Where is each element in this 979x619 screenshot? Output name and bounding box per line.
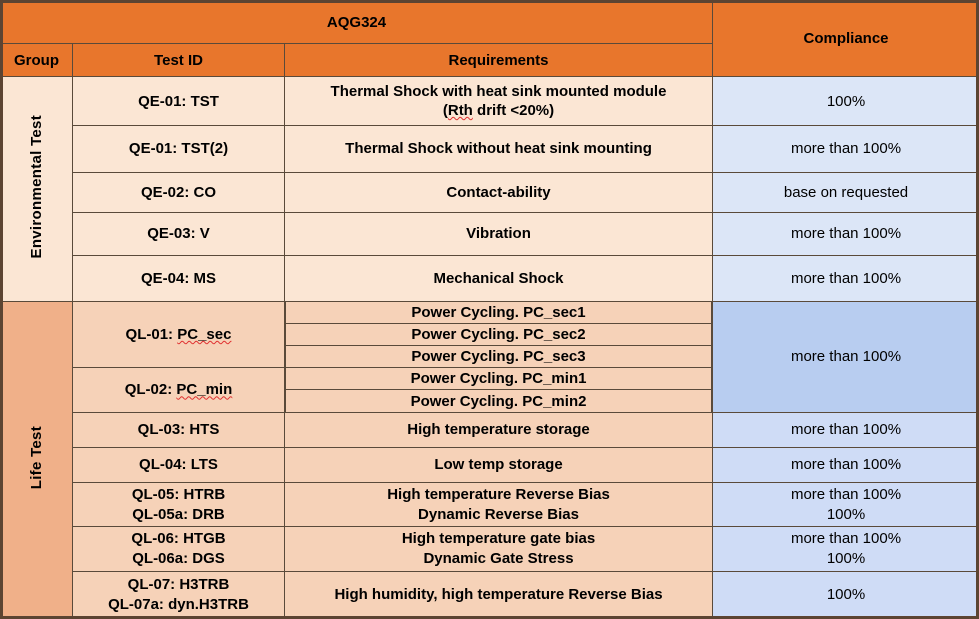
requirement-pc-sec2: Power Cycling. PC_sec2: [286, 324, 712, 346]
requirement-pc-min1: Power Cycling. PC_min1: [286, 368, 712, 390]
test-id-qe02-co: QE-02: CO: [73, 173, 285, 213]
requirement-qe02-co: Contact-ability: [285, 173, 713, 213]
test-id-spellcheck: PC_sec: [177, 326, 232, 344]
compliance-ql04-lts: more than 100%: [713, 447, 979, 482]
list-item: [286, 390, 712, 412]
group-cell-life: [1, 301, 73, 618]
test-id-spellcheck: PC_min: [176, 381, 233, 399]
test-id-line-2: QL-06a: DGS: [132, 549, 225, 567]
requirement-pc-min2: Power Cycling. PC_min2: [286, 390, 712, 412]
header-group: Group: [1, 44, 73, 77]
requirement-line2-pre: (: [442, 102, 448, 120]
compliance-qe02-co: base on requested: [713, 173, 979, 213]
test-id-qe01-tst2: QE-01: TST(2): [73, 125, 285, 172]
test-id-qe01-tst: QE-01: TST: [73, 77, 285, 125]
test-id-ql05: [73, 483, 285, 527]
test-id-line-1: QL-06: HTGB: [131, 530, 226, 548]
header-title: AQG324: [1, 1, 713, 44]
compliance-power-cycling: more than 100%: [713, 301, 979, 412]
table-row: [1, 255, 979, 301]
nested-requirement-list: [285, 368, 712, 411]
requirement-line-1: High temperature gate bias: [401, 530, 596, 548]
requirement-ql03-hts: High temperature storage: [285, 412, 713, 447]
requirement-rest-part: with heat sink mounted module: [438, 82, 667, 100]
compliance-line-2: 100%: [826, 505, 866, 523]
test-id-ql02-pc-min: [73, 368, 285, 412]
table-row: [1, 213, 979, 255]
group-cell-environmental: [1, 77, 73, 301]
table-row: [1, 447, 979, 482]
table-row: [1, 527, 979, 571]
table-row: [1, 77, 979, 125]
compliance-line-1: more than 100%: [790, 486, 902, 504]
test-id-line-1: QL-07: H3TRB: [127, 576, 230, 594]
test-id-qe03-v: QE-03: V: [73, 213, 285, 255]
requirement-qe01-tst2: [285, 125, 713, 172]
requirement-line-2: Dynamic Reverse Bias: [418, 505, 579, 523]
test-id-prefix: QL-02:: [124, 381, 177, 399]
header-compliance: Compliance: [713, 1, 979, 77]
requirement-ql04-lts: Low temp storage: [285, 447, 713, 482]
list-item: [286, 324, 712, 346]
test-id-ql07: [73, 571, 285, 618]
requirement-rest-part: without heat sink mounting: [452, 140, 652, 158]
test-id-line-2: QL-05a: DRB: [132, 505, 225, 523]
test-id-ql03-hts: QL-03: HTS: [73, 412, 285, 447]
compliance-ql06: [713, 527, 979, 571]
compliance-qe03-v: more than 100%: [713, 213, 979, 255]
list-item: [286, 346, 712, 368]
compliance-qe01-tst2: more than 100%: [713, 125, 979, 172]
compliance-ql07: 100%: [713, 571, 979, 618]
requirement-bold-part: Thermal Shock: [330, 82, 439, 100]
table-header-row-1: [1, 1, 979, 44]
compliance-qe01-tst: 100%: [713, 77, 979, 125]
requirement-line-1: High temperature Reverse Bias: [387, 486, 610, 504]
requirement-ql06: [285, 527, 713, 571]
requirement-bold-part: Thermal Shock: [345, 140, 453, 158]
compliance-ql05: [713, 483, 979, 527]
requirement-ql05: [285, 483, 713, 527]
requirement-qe04-ms: Mechanical Shock: [285, 255, 713, 301]
compliance-qe04-ms: more than 100%: [713, 255, 979, 301]
compliance-ql03-hts: more than 100%: [713, 412, 979, 447]
header-test-id: Test ID: [73, 44, 285, 77]
test-id-ql01-pc-sec: [73, 301, 285, 367]
table-row: [1, 173, 979, 213]
table-row: [1, 571, 979, 618]
requirement-ql01-pc-sec-group: [285, 301, 713, 367]
test-id-qe04-ms: QE-04: MS: [73, 255, 285, 301]
test-id-line-2: QL-07a: dyn.H3TRB: [108, 595, 249, 613]
requirement-qe03-v: Vibration: [285, 213, 713, 255]
requirement-line2-post: drift <20%): [472, 102, 555, 120]
compliance-line-1: more than 100%: [790, 530, 902, 548]
requirement-line-1: [285, 82, 712, 102]
test-id-line-1: QL-05: HTRB: [131, 486, 226, 504]
requirement-line-2: [285, 101, 712, 121]
nested-requirement-list: [285, 302, 712, 367]
compliance-line-2: 100%: [826, 549, 866, 567]
table-row: [1, 301, 979, 367]
list-item: [286, 368, 712, 390]
requirement-qe01-tst: [285, 77, 713, 125]
requirement-line-2: Dynamic Gate Stress: [423, 549, 574, 567]
table-row: [1, 483, 979, 527]
requirement-ql07: High humidity, high temperature Reverse Bias: [285, 571, 713, 618]
requirement-pc-sec1: Power Cycling. PC_sec1: [286, 302, 712, 324]
requirement-pc-sec3: Power Cycling. PC_sec3: [286, 346, 712, 368]
list-item: [286, 302, 712, 324]
test-id-prefix: QL-01:: [125, 326, 178, 344]
test-id-ql04-lts: QL-04: LTS: [73, 447, 285, 482]
table-row: [1, 412, 979, 447]
requirement-line2-spellcheck: Rth: [447, 102, 473, 120]
group-label-life: Life Test: [28, 426, 45, 490]
group-label-environmental: Environmental Test: [28, 115, 45, 259]
requirement-ql02-pc-min-group: [285, 368, 713, 412]
test-id-ql06: [73, 527, 285, 571]
table-row: [1, 125, 979, 172]
header-requirements: Requirements: [285, 44, 713, 77]
